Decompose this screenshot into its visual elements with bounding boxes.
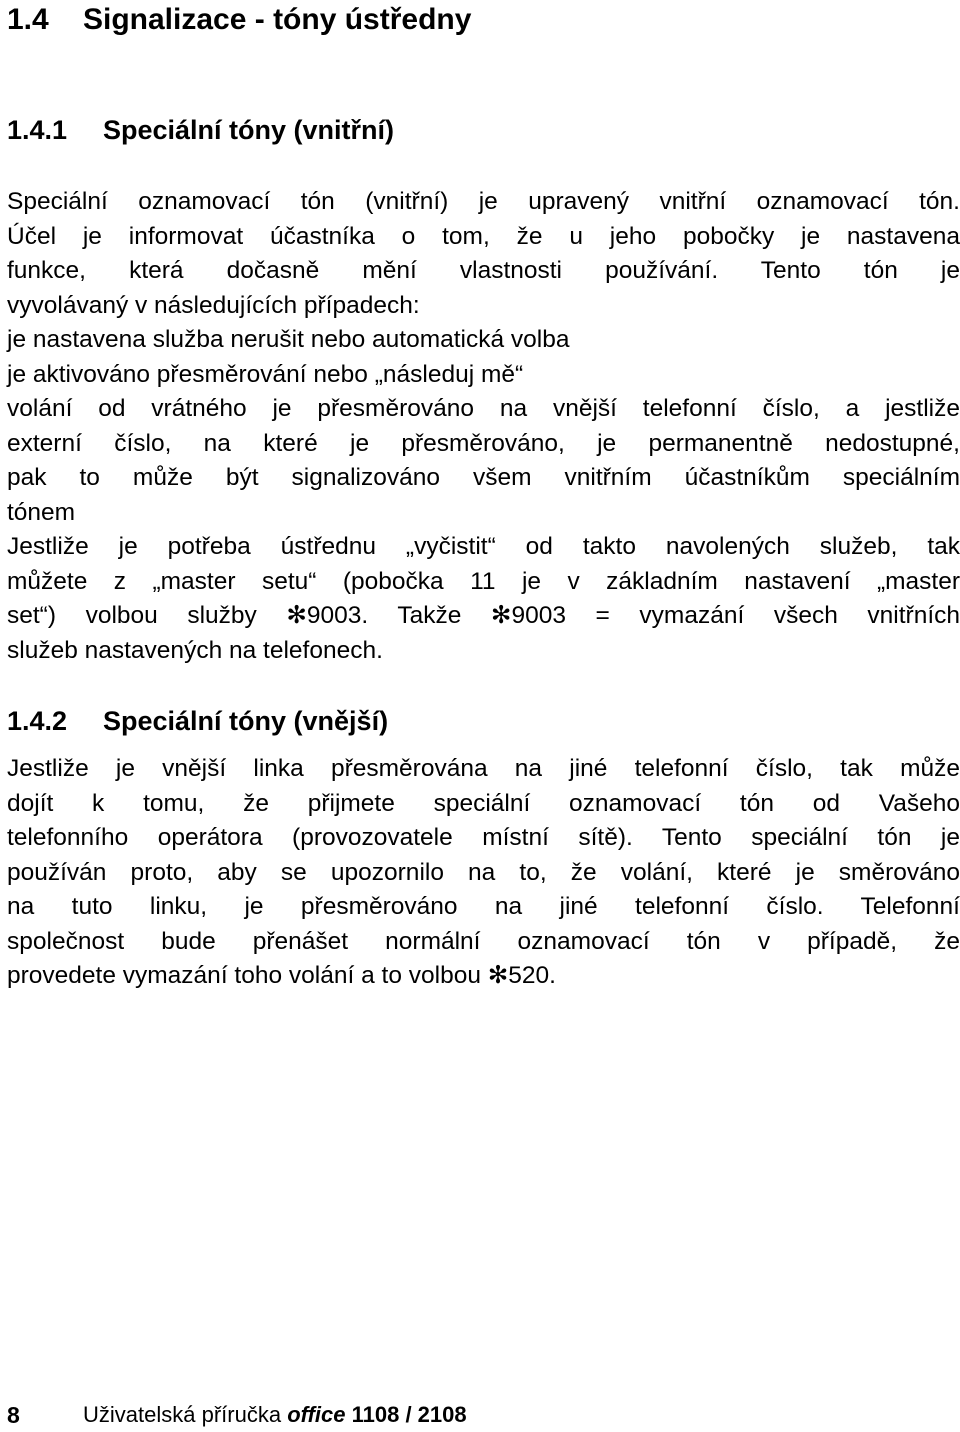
- section-heading-internal: [7, 113, 394, 147]
- text-line: služeb nastavených na telefonech.: [7, 636, 383, 664]
- paragraph-external-tones: [7, 752, 960, 994]
- text-line: Jestliže je potřeba ústřednu „vyčistit“ od takto navolených služeb, tak: [7, 533, 960, 560]
- page-title: [7, 0, 471, 40]
- text-line: Jestliže je vnější linka přesměrována na jiné telefonní číslo, tak může: [7, 755, 960, 782]
- section-heading-external: [7, 704, 388, 738]
- text-line: provedete vymazání toho volání a to volbou ✻520.: [7, 962, 556, 989]
- text-line: tónem: [7, 498, 76, 526]
- text-line: na tuto linku, je přesměrováno na jiné telefonní číslo. Telefonní: [7, 893, 960, 920]
- section-title: Speciální tóny (vnitřní): [103, 115, 395, 145]
- text-line: Účel je informovat účastníka o tom, že u jeho pobočky je nastavena: [7, 222, 960, 250]
- section-number: 1.4.1: [7, 115, 68, 145]
- model-number: 1108 / 2108: [351, 1402, 467, 1427]
- text-line: pak to může být signalizováno všem vnitřním účastníkům speciálním: [7, 464, 960, 491]
- brand-name: office: [287, 1402, 346, 1427]
- text-line: volání od vrátného je přesměrováno na vnější telefonní číslo, a jestliže: [7, 395, 960, 422]
- heading-title: Signalizace - tóny ústředny: [83, 3, 472, 36]
- section-number: 1.4.2: [7, 706, 68, 736]
- text-line: dojít k tomu, že přijmete speciální oznamovací tón od Vašeho: [7, 789, 960, 817]
- section-title: Speciální tóny (vnější): [103, 706, 389, 736]
- text-line: funkce, která dočasně mění vlastnosti používání. Tento tón je: [7, 257, 960, 284]
- text-line: je nastavena služba nerušit nebo automatická volba: [7, 326, 570, 353]
- page-footer: [7, 1398, 960, 1432]
- text-line: společnost bude přenášet normální oznamovací tón v případě, že: [7, 927, 960, 955]
- text-line: používán proto, aby se upozornilo na to, že volání, které je směrováno: [7, 858, 960, 886]
- text-line: set“) volbou služby ✻9003. Takže ✻9003 = vymazání všech vnitřních: [7, 602, 960, 629]
- text-line: můžete z „master setu“ (pobočka 11 je v základním nastavení „master: [7, 567, 960, 595]
- heading-number: 1.4: [7, 3, 49, 36]
- text-line: Speciální oznamovací tón (vnitřní) je upravený vnitřní oznamovací tón.: [7, 188, 960, 215]
- manual-name: Uživatelská příručka: [83, 1402, 282, 1427]
- footer-manual-title: [83, 1398, 467, 1432]
- text-line: telefonního operátora (provozovatele místní sítě). Tento speciální tón je: [7, 824, 960, 851]
- text-line: externí číslo, na které je přesměrováno, je permanentně nedostupné,: [7, 429, 960, 457]
- paragraph-internal-tones: [7, 185, 960, 668]
- text-line: vyvolávaný v následujících případech:: [7, 291, 420, 319]
- page-number: 8: [7, 1402, 20, 1428]
- text-line: je aktivováno přesměrování nebo „následuj mě“: [7, 360, 524, 388]
